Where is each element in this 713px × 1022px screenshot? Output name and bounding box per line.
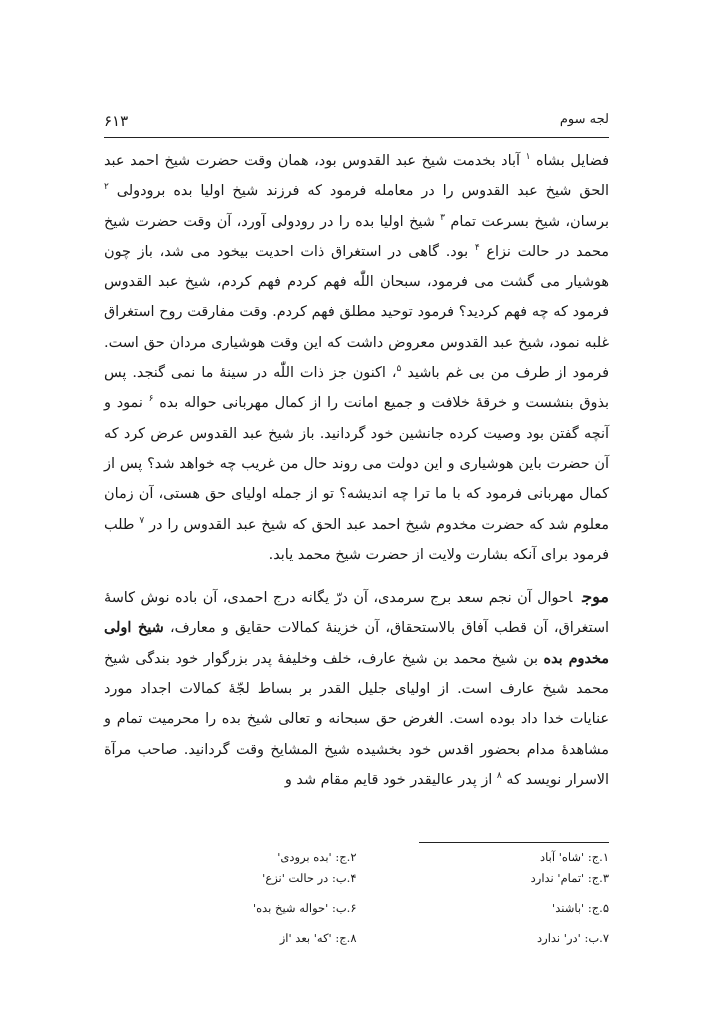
footnote-1: ۱.ج: 'شاه' آباد [540,850,609,864]
page-header [104,112,609,136]
footnote-ref-5: ۵ [396,364,402,375]
footnote-ref-1: ۱ [525,152,531,163]
p1-text-1: فضایل بشاه [536,153,610,169]
footnote-ref-8: ۸ [496,771,502,782]
p1-text-7: نمود و آنچه گفتن بود وصیت کرده جانشین خود گردانید. باز شیخ عبد القدوس عرض کرد که آن حضرت باین هوشیاری و این دولت می روند حال من غریب چه خواهد شد؟ پس از کمال مهربانی فرمود که با ما ترا چه اندیشه؟ تو از جمله اولیای حق هستی، آن زمان معلوم شد که حضرت مخدوم شیخ احمد عبد الحق که شیخ عبد القدوس را در [104,395,609,533]
footnote-3: ۳.ج: 'تمام' ندارد [530,871,609,885]
footnote-ref-7: ۷ [139,515,145,526]
running-title: لجه سوم [559,112,609,127]
footnote-row [104,901,609,922]
footnote-row [104,871,609,892]
footnote-2: ۲.ج: 'بده برودی' [277,850,357,864]
p2-text-3: از پدر عالیقدر خود قایم مقام شد و [284,771,493,788]
footnote-4: ۴.ب: در حالت 'نزع' [262,871,357,885]
page-number: ۶۱۳ [104,112,129,130]
p2-text-2: بن شیخ محمد بن شیخ عارف، خلف وخلیفهٔ پدر بزرگوار خود بندگی شیخ محمد شیخ عارف است. از اولیای جلیل القدر بر بساط لجّهٔ کمالات اجداد مورد عنایات خدا داد بوده است. الغرض حق سبحانه و تعالی شیخ بده را محرمیت تمام و مشاهدهٔ مدام بحضور اقدس خود بخشیده شیخ المشایخ وقت گردانید. صاحب مرآة الاسرار نویسد که [104,650,609,788]
p2-text-1: احوال آن نجم سعد برج سرمدی، آن درّ یگانه درج احمدی، آن باده نوش کاسهٔ استغراق، آن قطب آفاق بالاستحقاق، آن خزینهٔ کمالات حقایق و معارف، [104,590,610,637]
footnote-6: ۶.ب: 'حواله شیخ بده' [252,901,357,915]
footnote-5: ۵.ج: 'باشند' [552,901,609,915]
p1-text-5: بود. گاهی در استغراق ذات احدیت بیخود می شد، باز چون هوشیار می گشت می فرمود، سبحان اللّٰه فهم کردم فهم کردم، شیخ عبد القدوس فرمود که چه فهم کردید؟ فرمود توحید مطلق فهم کردم. وقت مفارقت روح استغراق غلبه نمود، شیخ عبد القدوس معروض داشت که این وقت هوشیاری مردان حق است. فرمود از طرف من بی غم باشید [104,243,609,382]
p1-text-3: برسان، شیخ بسرعت تمام [450,213,610,230]
footnote-7: ۷.ب: 'در' ندارد [537,931,609,945]
p1-text-6: ، اکنون جز ذات اللّٰه در سینهٔ ما نمی گنجد. پس بذوق بنشست و خرقهٔ خلافت و جمیع امانت را از کمال مهربانی حواله بده [104,365,609,412]
footnote-8: ۸.ج: 'که' بعد 'از [279,931,357,945]
footnote-row [104,850,609,871]
p1-text-8: طلب فرمود برای آنکه بشارت ولایت از حضرت شیخ محمد یابد. [104,516,609,563]
footnote-ref-6: ۶ [148,394,154,405]
section-heading-mowj: موج [582,587,609,607]
saint-name: شیخ اولی مخدوم بده [104,619,609,667]
footnote-ref-4: ۴ [474,243,480,254]
footnote-ref-2: ۲ [104,182,109,193]
paragraph-1 [104,146,609,570]
paragraph-2 [104,582,609,795]
header-rule [104,137,609,138]
footnote-ref-3: ۳ [440,212,446,223]
main-text [104,146,609,795]
footnotes [104,850,609,952]
footnote-row [104,931,609,952]
footnote-rule [419,842,609,843]
p1-text-4: شیخ اولیا بده را در رودولی آورد، آن وقت حضرت شیخ محمد در حالت نزاع [104,213,610,260]
p1-text-2: آباد بخدمت شیخ عبد القدوس بود، همان وقت حضرت شیخ احمد عبد الحق شیخ عبد القدوس را در معامله فرمود که فرزند شیخ اولیا بده برودولی [104,153,609,200]
